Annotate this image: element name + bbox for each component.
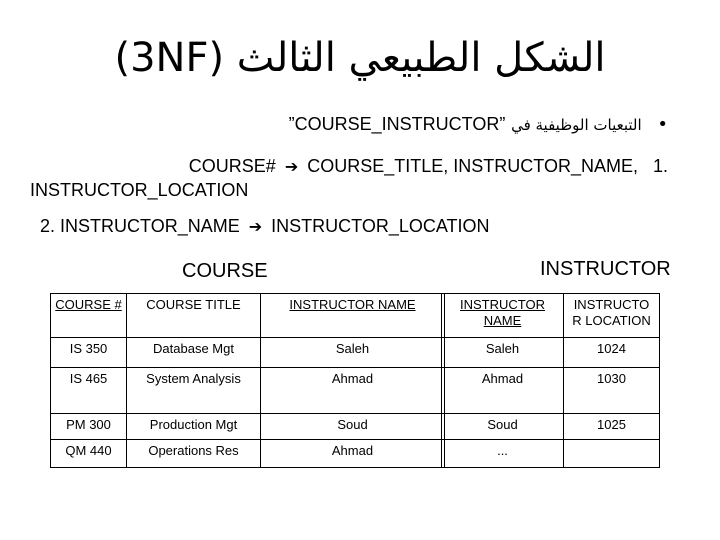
table-cell: PM 300	[51, 414, 127, 440]
header-cell: COURSE #	[51, 294, 127, 338]
table-cell: Ahmad	[261, 440, 445, 468]
table-cell	[564, 440, 660, 468]
table-cell: Soud	[261, 414, 445, 440]
fd-2	[40, 216, 490, 237]
fd-heading	[289, 114, 668, 135]
header-cell: COURSE TITLE	[127, 294, 261, 338]
table-row	[51, 338, 445, 368]
table-row	[442, 338, 660, 368]
table-cell: IS 465	[51, 368, 127, 414]
table-row	[442, 368, 660, 414]
arrow-right-icon: ➔	[284, 159, 299, 176]
table-row	[442, 414, 660, 440]
table-cell: 1025	[564, 414, 660, 440]
course-table	[50, 293, 445, 468]
slide-title: الشكل الطبيعي الثالث (3NF)	[114, 35, 606, 81]
table-cell: ...	[442, 440, 564, 468]
table-cell: Soud	[442, 414, 564, 440]
table-row	[51, 368, 445, 414]
fd-1-rhs: COURSE_TITLE, INSTRUCTOR_NAME,	[307, 156, 638, 176]
fd-2-lhs: INSTRUCTOR_NAME	[60, 216, 240, 236]
table-cell: Database Mgt	[127, 338, 261, 368]
header-cell: INSTRUCTO R LOCATION	[564, 294, 660, 338]
table-row	[51, 414, 445, 440]
fd-heading-relation: ”COURSE_INSTRUCTOR”	[288, 114, 506, 134]
table-cell: 1024	[564, 338, 660, 368]
header-cell: INSTRUCTOR NAME	[442, 294, 564, 338]
arrow-right-icon: ➔	[248, 219, 263, 236]
table-cell: 1030	[564, 368, 660, 414]
table-cell: Ahmad	[261, 368, 445, 414]
table-row	[442, 440, 660, 468]
fd-1-line2: INSTRUCTOR_LOCATION	[30, 180, 249, 200]
fd-1-number: 1.	[652, 156, 668, 176]
fd-2-number: 2.	[40, 216, 56, 236]
table-cell: System Analysis	[127, 368, 261, 414]
table-cell: Production Mgt	[127, 414, 261, 440]
instructor-table-caption: INSTRUCTOR	[540, 258, 671, 280]
fd-2-rhs: INSTRUCTOR_LOCATION	[271, 216, 490, 236]
instructor-table	[441, 293, 660, 468]
bullet-icon: •	[657, 114, 668, 135]
table-header-row	[51, 294, 445, 338]
table-cell: QM 440	[51, 440, 127, 468]
table-cell: Saleh	[261, 338, 445, 368]
fd-heading-arabic: التبعيات الوظيفية في	[511, 116, 642, 134]
course-table-caption: COURSE	[182, 260, 268, 282]
table-header-row	[442, 294, 660, 338]
fd-1-line1	[189, 156, 668, 177]
fd-1-lhs: COURSE#	[188, 156, 276, 176]
table-cell: Ahmad	[442, 368, 564, 414]
table-cell: IS 350	[51, 338, 127, 368]
table-cell: Saleh	[442, 338, 564, 368]
header-cell: INSTRUCTOR NAME	[261, 294, 445, 338]
table-row	[51, 440, 445, 468]
table-cell: Operations Res	[127, 440, 261, 468]
